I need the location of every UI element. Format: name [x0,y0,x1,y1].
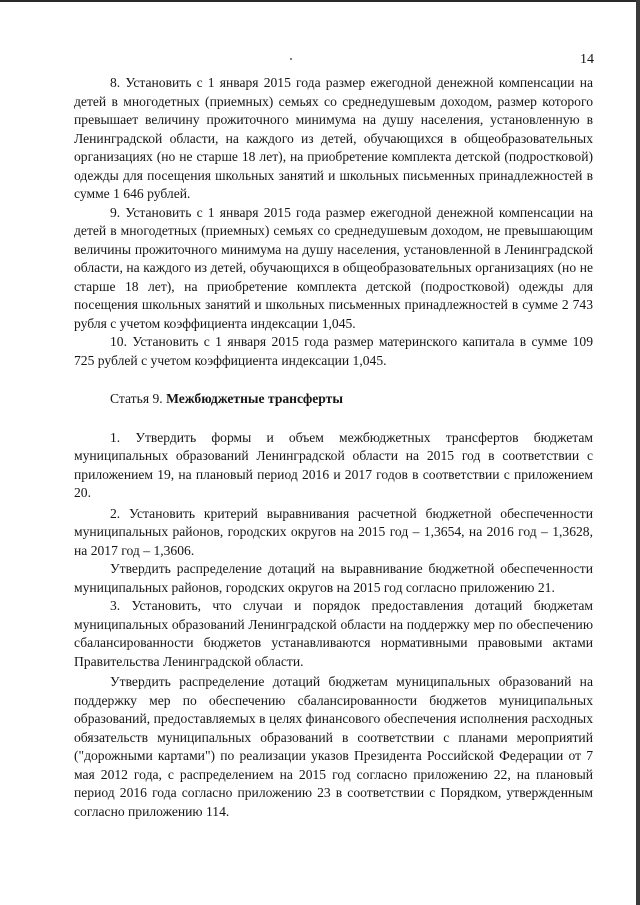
article-prefix: Статья 9. [110,391,167,406]
paragraph-8: 8. Установить с 1 января 2015 года размер ежегодной денежной компенсации на детей в многодетных (приемных) семьях со среднедушевым доходом, размер которого превышает величину прожиточного минимума на душу населения, установленную в Ленинградской области, на каждого из детей, обучающихся в общеобразовательных организациях (но не старше 18 лет), на приобретение комплекта детской (подростковой) одежды для посещения школьных занятий и школьных письменных принадлежностей в сумме 1 646 рублей. [74,75,593,201]
scan-edge-right [636,0,640,905]
paragraph-9: 9. Установить с 1 января 2015 года размер ежегодной денежной компенсации на детей в многодетных (приемных) семьях со среднедушевым доходом, не превышающим величины прожиточного минимума на душу населения, установленной в Ленинградской области, на каждого из детей, обучающихся в общеобразовательных организациях (но не старше 18 лет), на приобретение комплекта детской (подростковой) одежды для посещения школьных занятий и школьных письменных принадлежностей в сумме 2 743 рубля с учетом коэффициента индексации 1,045. [74,204,593,331]
scan-edge-top [0,0,640,2]
article-title: Межбюджетные трансферты [166,391,343,406]
paragraph-10: 10. Установить с 1 января 2015 года размер материнского капитала в сумме 109 725 рублей с учетом коэффициента индексации 1,045. [74,334,593,368]
article-9-paragraph-2: 2. Установить критерий выравнивания расчетной бюджетной обеспеченности муниципальных районов, городских округов на 2015 год – 1,3654, на 2016 год – 1,3628, на 2017 год – 1,3606. [74,505,593,558]
article-9-paragraph-3-approve: Утвердить распределение дотаций бюджетам муниципальных образований на поддержку мер по обеспечению сбалансированности бюджетов муниципальных образований, предоставляемых в целях финансового обеспечения исполнения расходных обязательств муниципальных образований в соответствии с планами мероприятий ("дорожными картами") по реализации указов Президента Российской Федерации от 7 мая 2012 года, с распределением на 2015 год согласно приложению 22, на плановый период 2016 года согласно приложению 23 в соответствии с Порядком, утвержденным согласно приложению 114. [74,674,593,819]
page-number: 14 [580,52,594,67]
article-9-paragraph-3: 3. Установить, что случаи и порядок предоставления дотаций бюджетам муниципальных образований Ленинградской области на поддержку мер по обеспечению сбалансированности бюджетов устанавливаются нормативными правовыми актами Правительства Ленинградской области. [74,598,593,669]
article-9-paragraph-2-approve: Утвердить распределение дотаций на выравнивание бюджетной обеспеченности муниципальных районов, городских округов на 2015 год согласно приложению 21. [74,561,593,595]
article-9-paragraph-1: 1. Утвердить формы и объем межбюджетных трансфертов бюджетам муниципальных образований Ленинградской области на 2015 год в соответствии с приложением 19, на плановый период 2016 и 2017 годов в соответствии с приложением 20. [74,429,593,500]
document-body [74,74,593,821]
article-heading [74,390,593,409]
scan-speck [290,58,292,60]
